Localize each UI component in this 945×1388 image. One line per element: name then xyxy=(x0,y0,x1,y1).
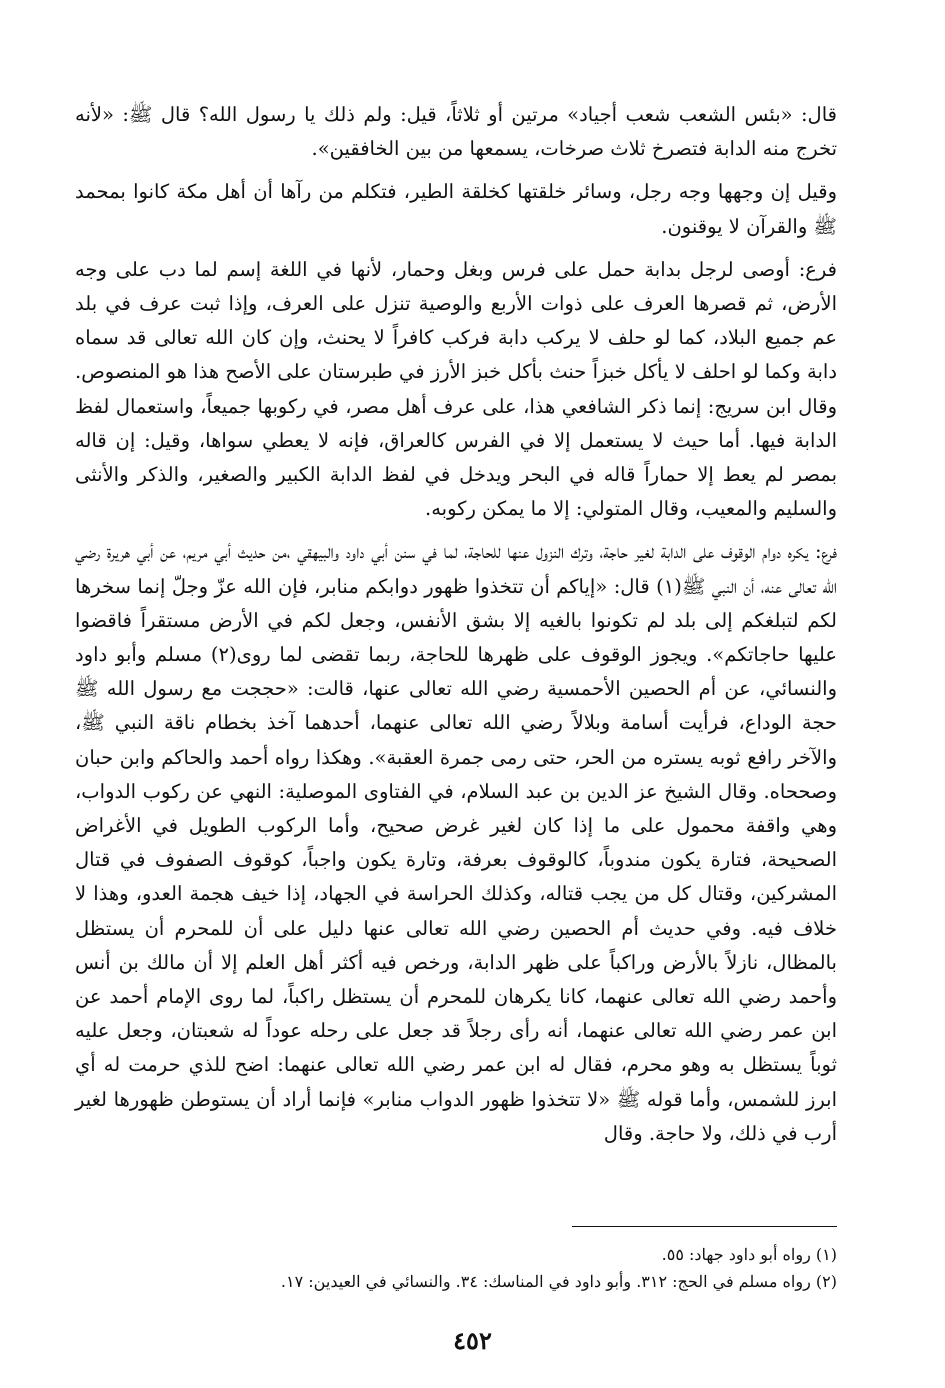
paragraph-4: فرع: يكره دوام الوقوف على الدابة لغير حاجة، وترك النزول عنها للحاجة، لما في سنن أبي داود والبيهقي ،من حديث أبي مريم، عن أبي هريرة رضي الله تعالى عنه، أن النبي ﷺ(١) قال: «إياكم أن تتخذوا ظهور دوابكم منابر، فإن الله عزّ وجلّ إنما سخرها لكم لتبلغكم إلى بلد لم تكونوا بالغيه إلا بشق الأنفس، وجعل لكم في الأرض مستقراً فاقضوا عليها حاجاتكم». ويجوز الوقوف على ظهرها للحاجة، ربما تقضى لما روى(٢) مسلم وأبو داود والنسائي، عن أم الحصين الأحمسية رضي الله تعالى عنها، قالت: «حججت مع رسول الله ﷺ حجة الوداع، فرأيت أسامة وبلالاً رضي الله تعالى عنهما، أحدهما آخذ بخطام ناقة النبي ﷺ، والآخر رافع ثوبه يستره من الحر، حتى رمى جمرة العقبة». وهكذا رواه أحمد والحاكم وابن حبان وصححاه. وقال الشيخ عز الدين بن عبد السلام، في الفتاوى الموصلية: النهي عن ركوب الدواب، وهي واقفة محمول على ما إذا كان لغير غرض صحيح، وأما الركوب الطويل في الأغراض الصحيحة، فتارة يكون مندوباً، كالوقوف بعرفة، وتارة يكون واجباً، كوقوف الصفوف في قتال المشركين، وقتال كل من يجب قتاله، وكذلك الحراسة في الجهاد، إذا خيف هجمة العدو، وهذا لا خلاف فيه. وفي حديث أم الحصين رضي الله تعالى عنها دليل على أن للمحرم أن يستظل بالمظال، نازلاً بالأرض وراكباً على ظهر الدابة، ورخص فيه أكثر أهل العلم إلا أن مالك بن أنس وأحمد رضي الله تعالى عنهما، كانا يكرهان للمحرم أن يستظل راكباً، لما روى الإمام أحمد عن ابن عمر رضي الله تعالى عنهما، أنه رأى رجلاً قد جعل على رحله عوداً له شعبتان، وجعل عليه ثوباً يستظل به وهو محرم، فقال له ابن عمر رضي الله تعالى عنهما: اضح للذي حرمت له أي ابرز للشمس، وأما قوله ﷺ «لا تتخذوا ظهور الدواب منابر» فإنما أراد أن يستوطن ظهورها لغير أرب في ذلك، ولا حاجة. وقال xyxy=(75,540,837,1145)
footnotes xyxy=(75,1226,837,1295)
paragraph-2: وقيل إن وجهها وجه رجل، وسائر خلقتها كخلقة الطير، فتكلم من رآها أن أهل مكة كانوا بمحمد ﷺ والقرآن لا يوقنون. xyxy=(75,180,837,238)
paragraph-1: قال: «بئس الشعب شعب أجياد» مرتين أو ثلاثاً، قيل: ولم ذلك يا رسول الله؟ قال ﷺ: «لأنه تخرج منه الدابة فتصرخ ثلاث صرخات، يسمعها من بين الخافقين». xyxy=(75,103,837,161)
footnote-2: (٢) رواه مسلم في الحج: ٣١٢. وأبو داود في المناسك: ٣٤. والنسائي في العيدين: ١٧. xyxy=(280,1272,837,1291)
footnote-divider xyxy=(572,1226,837,1227)
page-number: ٤٥٢ xyxy=(453,1326,492,1355)
paragraph-3: فرع: أوصى لرجل بدابة حمل على فرس وبغل وحمار، لأنها في اللغة إسم لما دب على وجه الأرض، ثم قصرها العرف على ذوات الأربع والوصية تنزل على العرف، وإذا ثبت عرف في بلد عم جميع البلاد، كما لو حلف لا يركب دابة فركب كافراً لا يحنث، وإن كان الله تعالى قد سماه دابة وكما لو احلف لا يأكل خبزاً حنث بأكل خبز الأرز في طبرستان على الأصح هذا هو المنصوص. وقال ابن سريج: إنما ذكر الشافعي هذا، على عرف أهل مصر، في ركوبها جميعاً، واستعمال لفظ الدابة فيها. أما حيث لا يستعمل إلا في الفرس كالعراق، فإنه لا يعطي سواها، وقيل: إن قاله بمصر لم يعط إلا حماراً قاله في البحر ويدخل في لفظ الدابة الكبير والصغير، والذكر والأنثى والسليم والمعيب، وقال المتولي: إلا ما يمكن ركوبه. xyxy=(75,257,837,521)
footnote-1: (١) رواه أبو داود جهاد: ٥٥. xyxy=(661,1245,837,1264)
